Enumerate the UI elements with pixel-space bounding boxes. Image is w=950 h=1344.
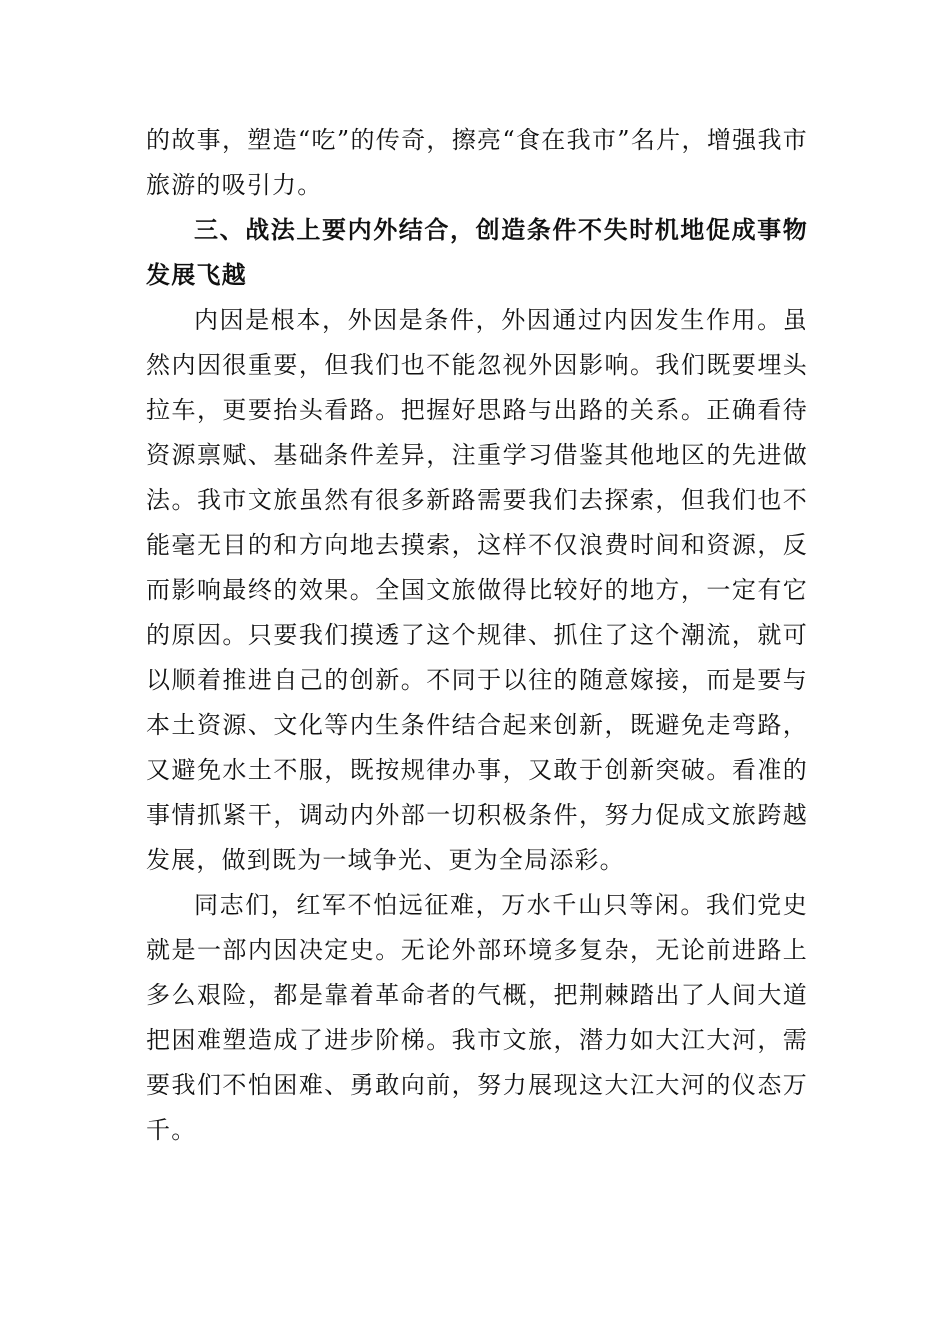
section-heading: 三、战法上要内外结合，创造条件不失时机地促成事物发展飞越: [146, 216, 808, 289]
document-body: [146, 118, 808, 1153]
paragraph-continuation: 的故事，塑造“吃”的传奇，擦亮“食在我市”名片，增强我市旅游的吸引力。: [146, 126, 808, 199]
paragraph-body: 内因是根本，外因是条件，外因通过内因发生作用。虽然内因很重要，但我们也不能忽视外因影响。我们既要埋头拉车，更要抬头看路。把握好思路与出路的关系。正确看待资源禀赋、基础条件差异，注重学习借鉴其他地区的先进做法。我市文旅虽然有很多新路需要我们去探索，但我们也不能毫无目的和方向地去摸索，这样不仅浪费时间和资源，反而影响最终的效果。全国文旅做得比较好的地方，一定有它的原因。只要我们摸透了这个规律、抓住了这个潮流，就可以顺着推进自己的创新。不同于以往的随意嫁接，而是要与本土资源、文化等内生条件结合起来创新，既避免走弯路，又避免水土不服，既按规律办事，又敢于创新突破。看准的事情抓紧干，调动内外部一切积极条件，努力促成文旅跨越发展，做到既为一域争光、更为全局添彩。: [146, 306, 808, 874]
paragraph-closing: 同志们，红军不怕远征难，万水千山只等闲。我们党史就是一部内因决定史。无论外部环境多复杂，无论前进路上多么艰险，都是靠着革命者的气概，把荆棘踏出了人间大道把困难塑造成了进步阶梯。我市文旅，潜力如大江大河，需要我们不怕困难、勇敢向前，努力展现这大江大河的仪态万千。: [146, 891, 808, 1144]
